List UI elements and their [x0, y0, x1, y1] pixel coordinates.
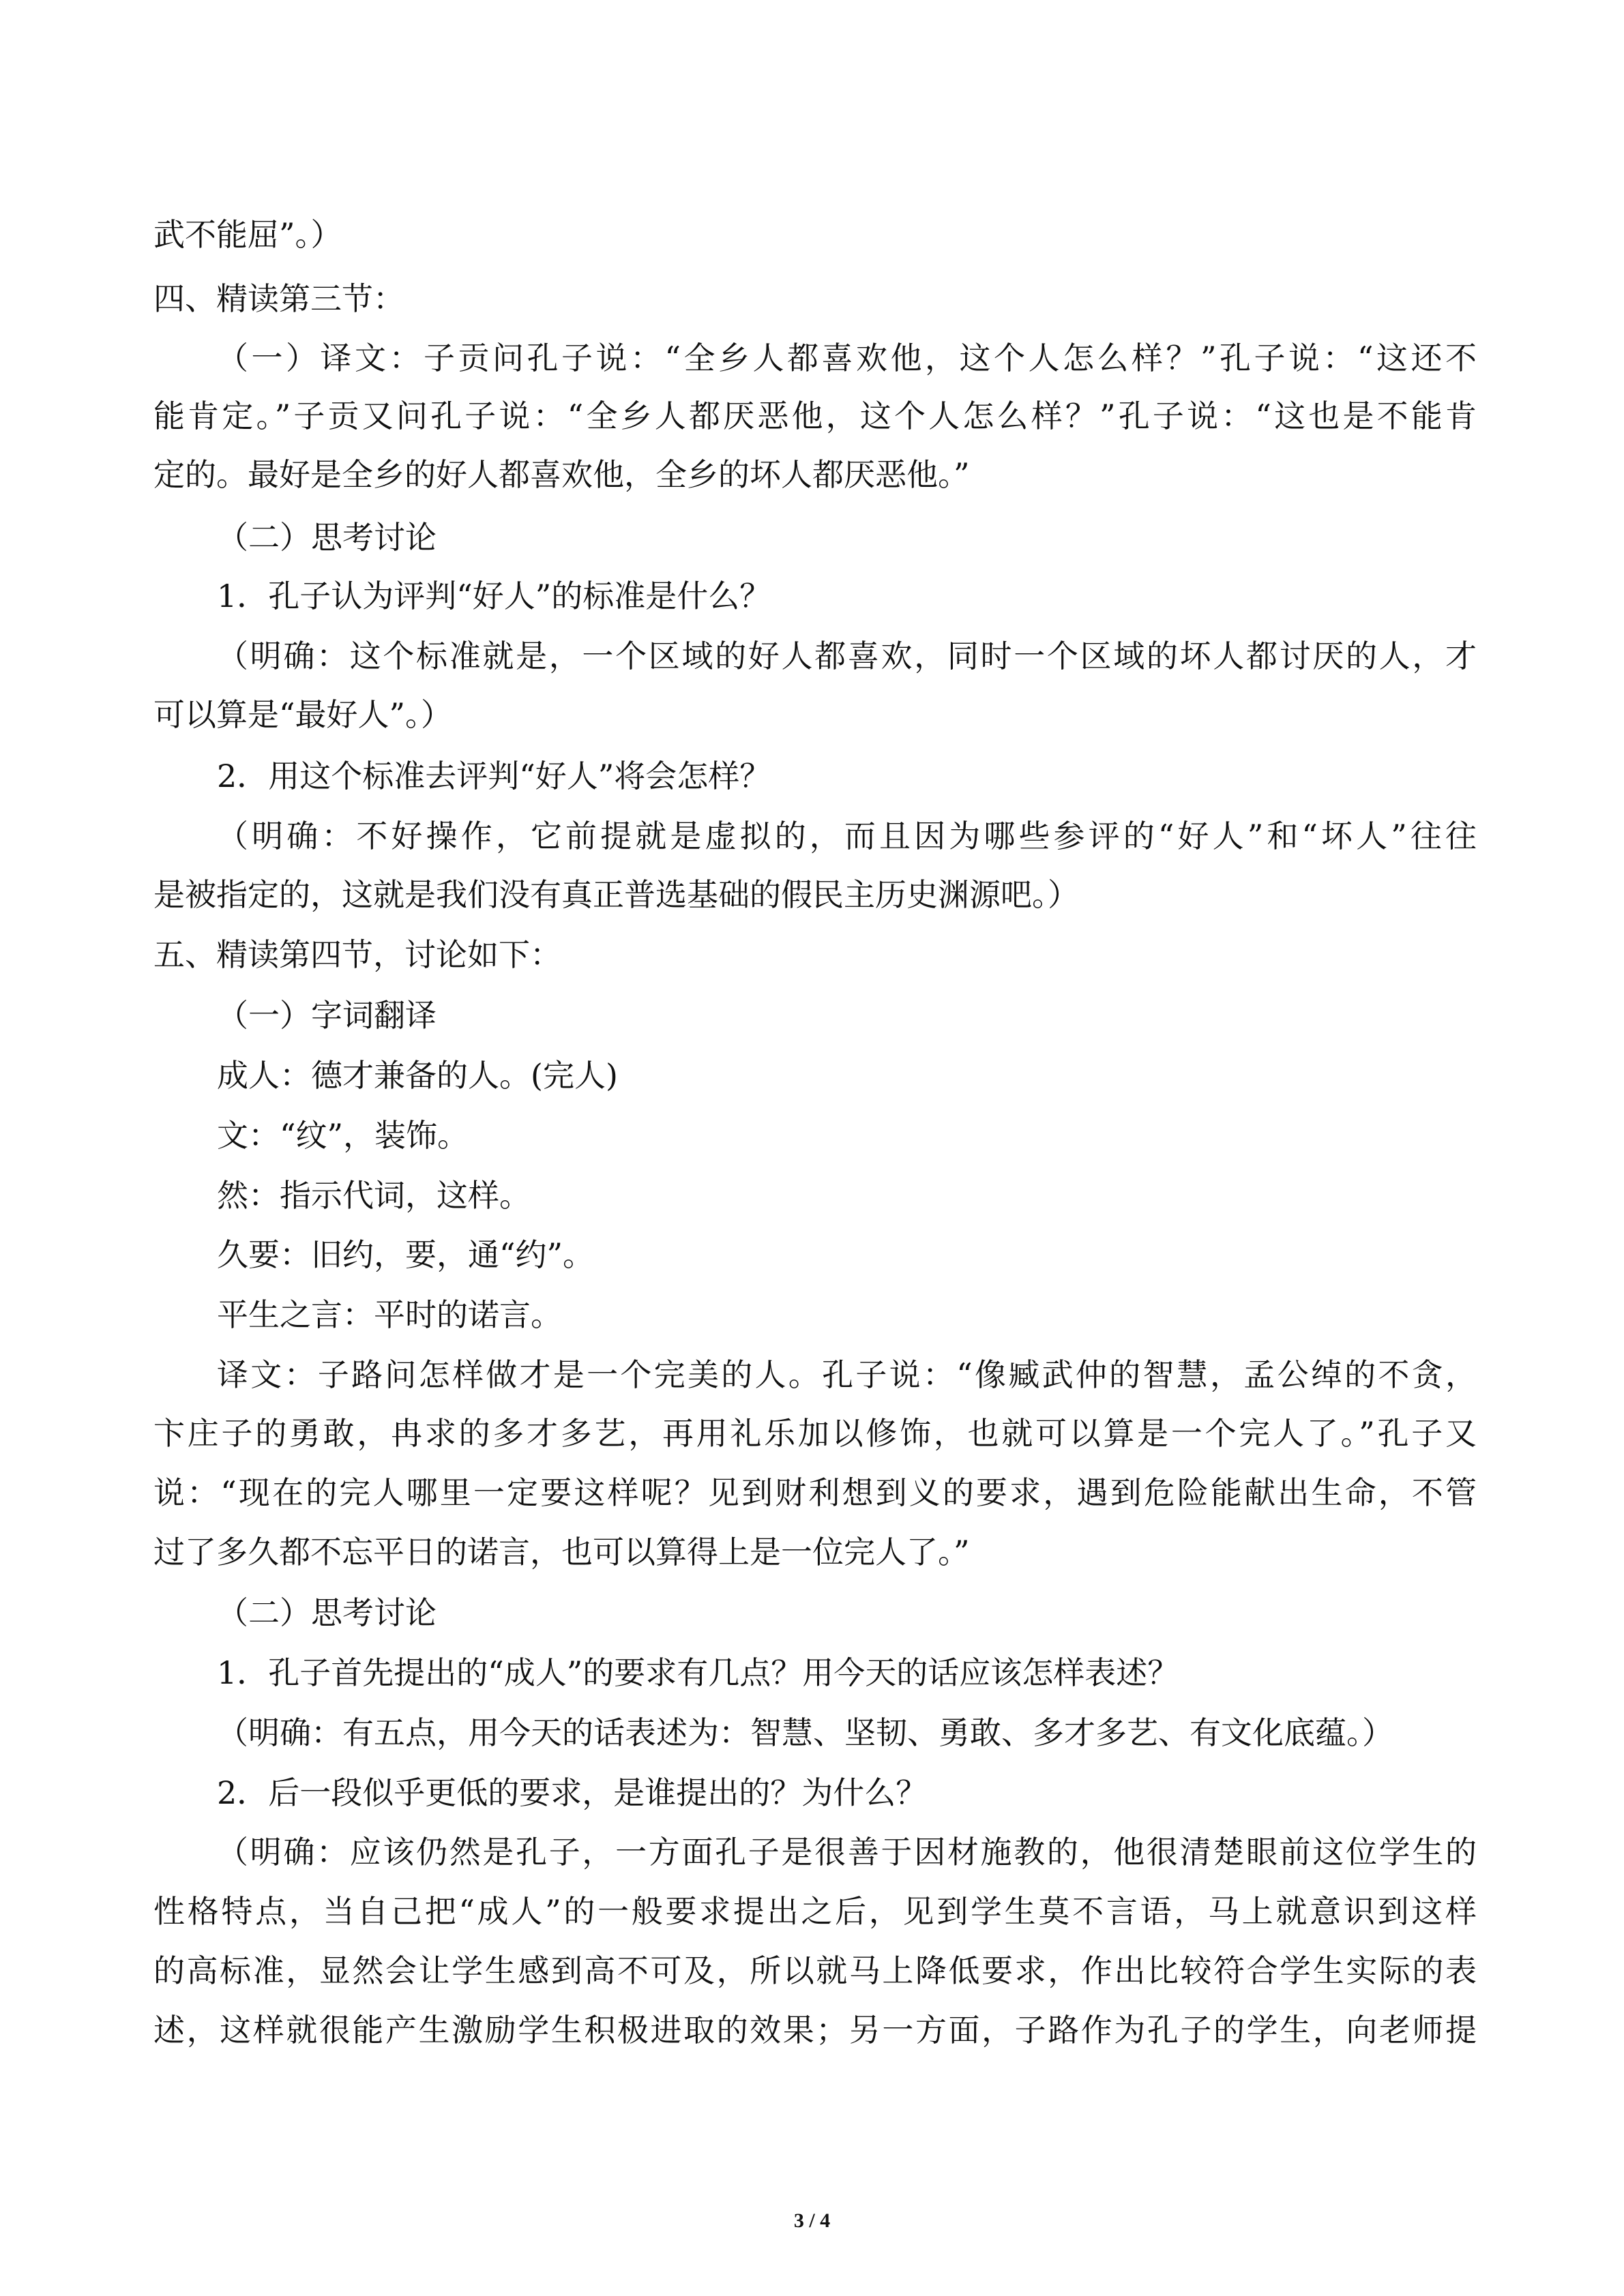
section-heading: 五、精读第四节，讨论如下： [153, 936, 561, 973]
question-line: 2．用这个标准去评判“好人”将会怎样？ [217, 758, 771, 794]
text-line: 文：“纹”，装饰。 [217, 1117, 469, 1154]
text-line: 述，这样就很能产生激励学生积极进取的效果；另一方面，子路作为孔子的学生，向老师提 [153, 2012, 1477, 2048]
text-line: 说：“现在的完人哪里一定要这样呢？见到财利想到义的要求，遇到危险能献出生命，不管 [153, 1474, 1477, 1511]
text-line: 武不能屈”。） [153, 216, 342, 253]
question-line: 1．孔子认为评判“好人”的标准是什么？ [217, 578, 771, 614]
text-line: （明确：这个标准就是，一个区域的好人都喜欢，同时一个区域的坏人都讨厌的人，才 [217, 638, 1477, 674]
text-line: 性格特点，当自己把“成人”的一般要求提出之后，见到学生莫不言语，马上就意识到这样 [153, 1893, 1477, 1930]
text-line: （明确：有五点，用今天的话表述为：智慧、坚韧、勇敢、多才多艺、有文化底蕴。） [217, 1714, 1393, 1751]
text-line: 可以算是“最好人”。） [153, 696, 453, 733]
subsection-heading: （一）字词翻译 [217, 997, 437, 1034]
subsection-heading: （二）思考讨论 [217, 519, 437, 556]
page-number: 3 / 4 [793, 2209, 831, 2232]
text-line: 是被指定的，这就是我们没有真正普选基础的假民主历史渊源吧。） [153, 876, 1079, 913]
text-line: 然：指示代词，这样。 [217, 1177, 531, 1214]
text-line: 的高标准，显然会让学生感到高不可及，所以就马上降低要求，作出比较符合学生实际的表 [153, 1952, 1477, 1989]
text-line: 久要：旧约，要，通“约”。 [217, 1236, 595, 1273]
question-line: 2．后一段似乎更低的要求，是谁提出的？为什么？ [217, 1774, 928, 1811]
text-line: 卞庄子的勇敢，冉求的多才多艺，再用礼乐加以修饰，也就可以算是一个完人了。”孔子又 [153, 1415, 1477, 1452]
text-line: 平生之言：平时的诺言。 [217, 1296, 562, 1333]
subsection-heading: （二）思考讨论 [217, 1594, 437, 1631]
text-line: 定的。最好是全乡的好人都喜欢他，全乡的坏人都厌恶他。” [153, 456, 970, 493]
text-line: 译文：子路问怎样做才是一个完美的人。孔子说：“像臧武仲的智慧，孟公绰的不贪， [217, 1356, 1477, 1393]
text-line: （明确：应该仍然是孔子，一方面孔子是很善于因材施教的，他很清楚眼前这位学生的 [217, 1834, 1477, 1870]
text-line: （明确：不好操作，它前提就是虚拟的，而且因为哪些参评的“好人”和“坏人”往往 [217, 818, 1477, 854]
section-heading: 四、精读第三节： [153, 280, 404, 317]
text-line: 过了多久都不忘平日的诺言，也可以算得上是一位完人了。” [153, 1534, 970, 1570]
question-line: 1．孔子首先提出的“成人”的要求有几点？用今天的话应该怎样表述？ [217, 1654, 1179, 1691]
text-line: 成人：德才兼备的人。(完人) [217, 1057, 618, 1094]
text-line: （一）译文：子贡问孔子说：“全乡人都喜欢他，这个人怎么样？”孔子说：“这还不 [217, 340, 1477, 376]
text-line: 能肯定。”子贡又问孔子说：“全乡人都厌恶他，这个人怎么样？”孔子说：“这也是不能肯 [153, 398, 1477, 434]
